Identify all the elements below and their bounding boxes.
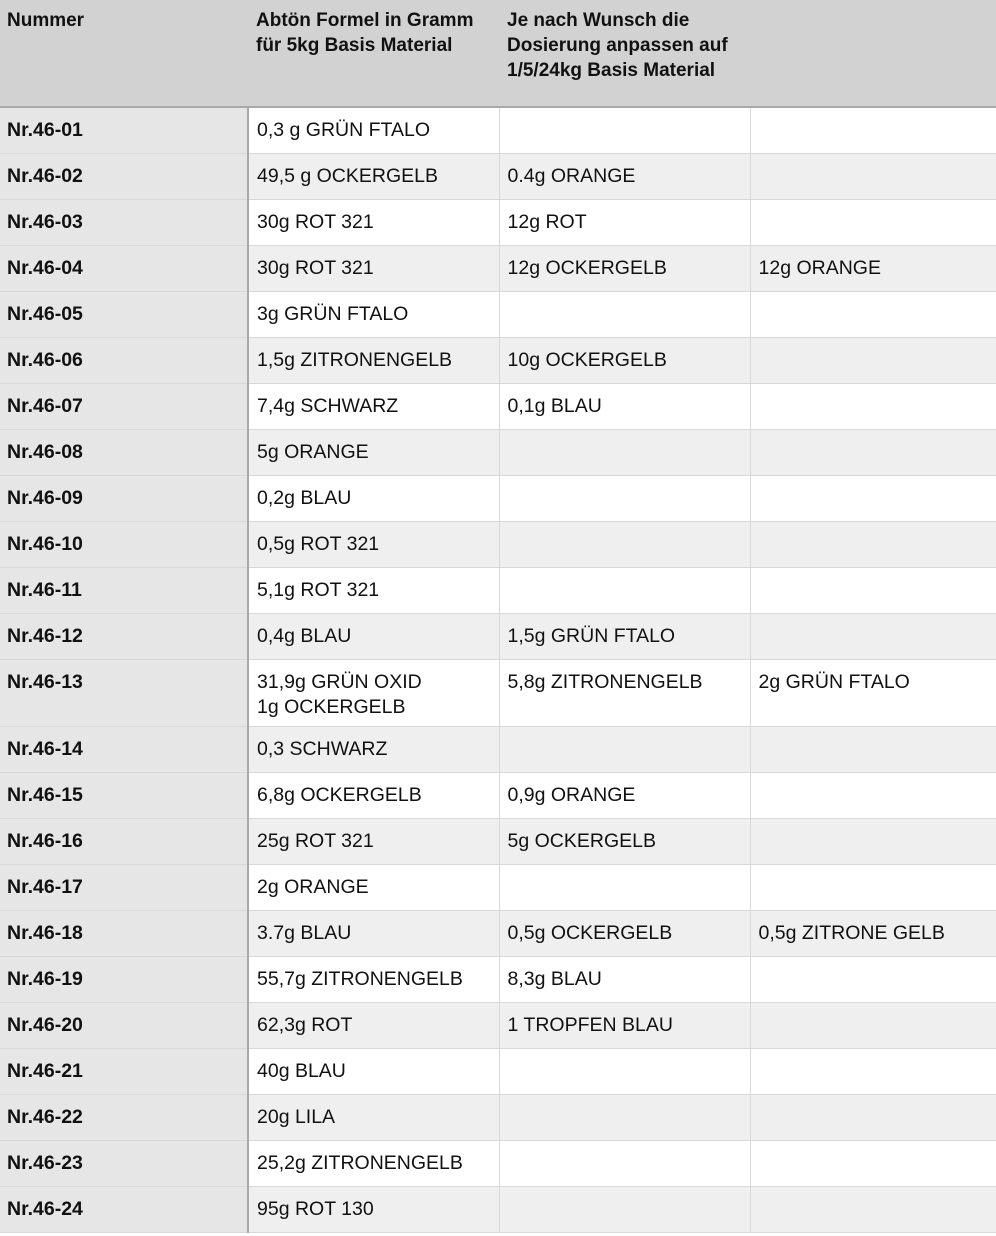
- formula-cell: 25,2g ZITRONENGELB: [248, 1140, 499, 1186]
- table-row: [0, 475, 996, 521]
- table-row: [0, 199, 996, 245]
- extra-cell: [750, 291, 996, 337]
- formula-cell: 40g BLAU: [248, 1048, 499, 1094]
- table-row: [0, 659, 996, 726]
- header-row: [0, 0, 996, 107]
- extra-cell: [750, 864, 996, 910]
- dosage-cell: [499, 567, 750, 613]
- formula-cell: 5g ORANGE: [248, 429, 499, 475]
- formula-cell: 0,2g BLAU: [248, 475, 499, 521]
- row-number: Nr.46-15: [0, 772, 248, 818]
- table-row: [0, 910, 996, 956]
- extra-cell: [750, 153, 996, 199]
- formula-cell: 6,8g OCKERGELB: [248, 772, 499, 818]
- dosage-cell: 12g OCKERGELB: [499, 245, 750, 291]
- dosage-cell: [499, 1094, 750, 1140]
- table-row: [0, 1048, 996, 1094]
- extra-cell: [750, 1186, 996, 1232]
- dosage-cell: 8,3g BLAU: [499, 956, 750, 1002]
- extra-cell: [750, 521, 996, 567]
- extra-cell: [750, 1002, 996, 1048]
- extra-cell: [750, 429, 996, 475]
- extra-cell: [750, 1094, 996, 1140]
- row-number: Nr.46-09: [0, 475, 248, 521]
- table-row: [0, 153, 996, 199]
- row-number: Nr.46-24: [0, 1186, 248, 1232]
- table-row: [0, 245, 996, 291]
- extra-cell: [750, 475, 996, 521]
- table-row: [0, 726, 996, 772]
- dosage-cell: 10g OCKERGELB: [499, 337, 750, 383]
- dosage-cell: [499, 429, 750, 475]
- formula-cell: 0,4g BLAU: [248, 613, 499, 659]
- extra-cell: [750, 567, 996, 613]
- dosage-cell: 12g ROT: [499, 199, 750, 245]
- formula-cell: 62,3g ROT: [248, 1002, 499, 1048]
- extra-cell: 0,5g ZITRONE GELB: [750, 910, 996, 956]
- row-number: Nr.46-08: [0, 429, 248, 475]
- row-number: Nr.46-21: [0, 1048, 248, 1094]
- formula-cell: 0,3 SCHWARZ: [248, 726, 499, 772]
- table-row: [0, 956, 996, 1002]
- row-number: Nr.46-23: [0, 1140, 248, 1186]
- formula-cell: 49,5 g OCKERGELB: [248, 153, 499, 199]
- extra-cell: [750, 199, 996, 245]
- extra-cell: [750, 818, 996, 864]
- row-number: Nr.46-05: [0, 291, 248, 337]
- row-number: Nr.46-12: [0, 613, 248, 659]
- extra-cell: [750, 1140, 996, 1186]
- extra-cell: [750, 613, 996, 659]
- dosage-cell: 5g OCKERGELB: [499, 818, 750, 864]
- extra-cell: [750, 726, 996, 772]
- dosage-cell: 0,5g OCKERGELB: [499, 910, 750, 956]
- row-number: Nr.46-07: [0, 383, 248, 429]
- table-row: [0, 337, 996, 383]
- formula-cell: 0,3 g GRÜN FTALO: [248, 107, 499, 153]
- formula-cell: 7,4g SCHWARZ: [248, 383, 499, 429]
- row-number: Nr.46-19: [0, 956, 248, 1002]
- dosage-cell: [499, 1186, 750, 1232]
- extra-cell: [750, 956, 996, 1002]
- formula-cell: 20g LILA: [248, 1094, 499, 1140]
- formula-cell: 30g ROT 321: [248, 199, 499, 245]
- table-row: [0, 772, 996, 818]
- formula-cell: 3g GRÜN FTALO: [248, 291, 499, 337]
- row-number: Nr.46-02: [0, 153, 248, 199]
- formula-cell: 5,1g ROT 321: [248, 567, 499, 613]
- row-number: Nr.46-16: [0, 818, 248, 864]
- formula-cell: 1,5g ZITRONENGELB: [248, 337, 499, 383]
- row-number: Nr.46-01: [0, 107, 248, 153]
- extra-cell: [750, 337, 996, 383]
- dosage-cell: 0,1g BLAU: [499, 383, 750, 429]
- row-number: Nr.46-13: [0, 659, 248, 726]
- dosage-cell: 1,5g GRÜN FTALO: [499, 613, 750, 659]
- extra-cell: 12g ORANGE: [750, 245, 996, 291]
- extra-cell: [750, 772, 996, 818]
- dosage-cell: [499, 726, 750, 772]
- table-row: [0, 291, 996, 337]
- row-number: Nr.46-03: [0, 199, 248, 245]
- table-row: [0, 107, 996, 153]
- dosage-cell: [499, 291, 750, 337]
- dosage-cell: 0.4g ORANGE: [499, 153, 750, 199]
- extra-cell: [750, 107, 996, 153]
- dosage-cell: [499, 521, 750, 567]
- table-row: [0, 1186, 996, 1232]
- dosage-cell: 5,8g ZITRONENGELB: [499, 659, 750, 726]
- formula-cell: 2g ORANGE: [248, 864, 499, 910]
- row-number: Nr.46-18: [0, 910, 248, 956]
- table-row: [0, 521, 996, 567]
- table-row: [0, 383, 996, 429]
- row-number: Nr.46-20: [0, 1002, 248, 1048]
- extra-cell: [750, 1048, 996, 1094]
- dosage-cell: [499, 1048, 750, 1094]
- row-number: Nr.46-10: [0, 521, 248, 567]
- table-row: [0, 864, 996, 910]
- extra-cell: [750, 383, 996, 429]
- row-number: Nr.46-17: [0, 864, 248, 910]
- formula-cell: 95g ROT 130: [248, 1186, 499, 1232]
- row-number: Nr.46-06: [0, 337, 248, 383]
- row-number: Nr.46-04: [0, 245, 248, 291]
- formula-cell: 55,7g ZITRONENGELB: [248, 956, 499, 1002]
- formula-cell: 3.7g BLAU: [248, 910, 499, 956]
- header-number: Nummer: [0, 0, 248, 107]
- extra-cell: 2g GRÜN FTALO: [750, 659, 996, 726]
- dosage-cell: 1 TROPFEN BLAU: [499, 1002, 750, 1048]
- dosage-cell: [499, 864, 750, 910]
- dosage-cell: [499, 475, 750, 521]
- formula-cell: 30g ROT 321: [248, 245, 499, 291]
- formula-cell: 25g ROT 321: [248, 818, 499, 864]
- table-row: [0, 613, 996, 659]
- header-formula: Abtön Formel in Gramm für 5kg Basis Material: [248, 0, 499, 107]
- table-row: [0, 818, 996, 864]
- table-row: [0, 1094, 996, 1140]
- table-row: [0, 567, 996, 613]
- row-number: Nr.46-22: [0, 1094, 248, 1140]
- table-row: [0, 1140, 996, 1186]
- header-extra: [750, 0, 996, 107]
- table-row: [0, 429, 996, 475]
- dosage-cell: [499, 107, 750, 153]
- table-row: [0, 1002, 996, 1048]
- row-number: Nr.46-14: [0, 726, 248, 772]
- dosage-cell: [499, 1140, 750, 1186]
- formula-cell: 31,9g GRÜN OXID 1g OCKERGELB: [248, 659, 499, 726]
- formula-cell: 0,5g ROT 321: [248, 521, 499, 567]
- header-dosage: Je nach Wunsch die Dosierung anpassen auf 1/5/24kg Basis Material: [499, 0, 750, 107]
- row-number: Nr.46-11: [0, 567, 248, 613]
- dosage-cell: 0,9g ORANGE: [499, 772, 750, 818]
